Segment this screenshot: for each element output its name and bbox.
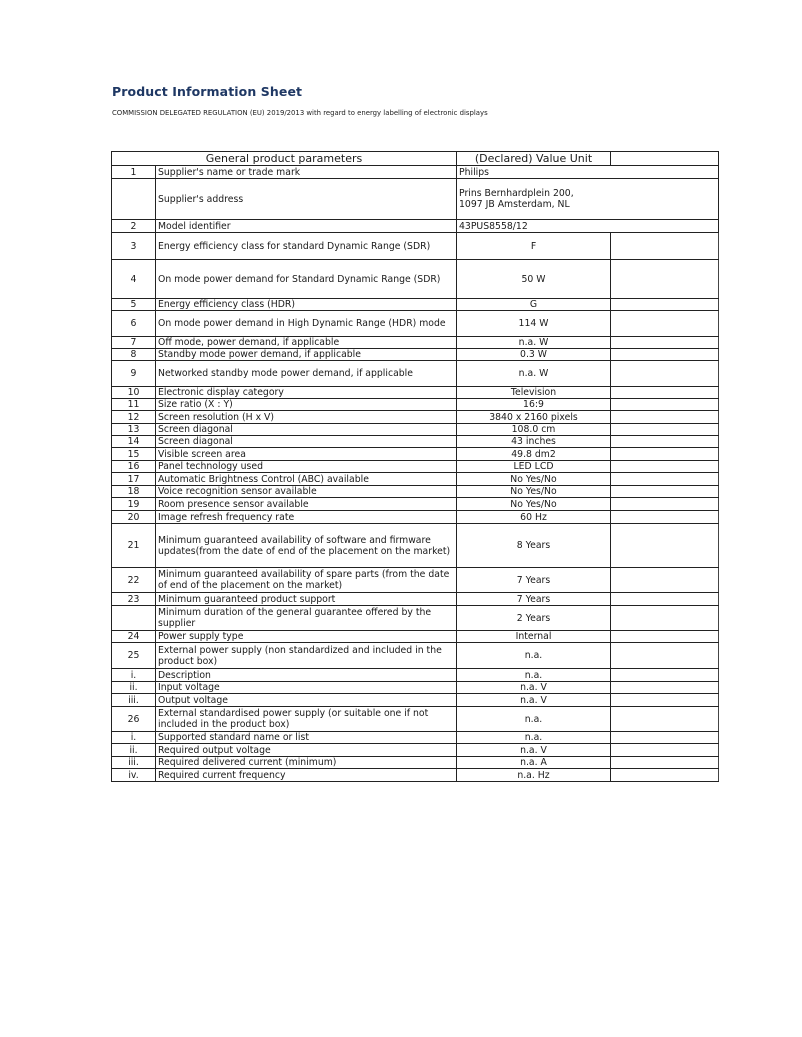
table-row: [112, 399, 719, 411]
parameter-name: Screen diagonal: [156, 436, 457, 448]
document-subtitle: COMMISSION DELEGATED REGULATION (EU) 2019/2013 with regard to energy labelling of electronic displays: [112, 109, 488, 117]
unit-cell: [611, 757, 719, 769]
row-number: 10: [112, 387, 156, 399]
table-row: [112, 511, 719, 524]
declared-value: 108.0 cm: [457, 424, 611, 436]
row-number: 9: [112, 361, 156, 387]
declared-value: Television: [457, 387, 611, 399]
unit-cell: [611, 682, 719, 694]
declared-value: n.a.: [457, 643, 611, 669]
parameter-name: Supplier's name or trade mark: [156, 166, 457, 179]
row-number: [112, 606, 156, 631]
row-number: 18: [112, 486, 156, 498]
unit-cell: [611, 643, 719, 669]
row-number: 4: [112, 260, 156, 299]
declared-value: n.a. A: [457, 757, 611, 769]
declared-value: 43PUS8558/12: [457, 220, 719, 233]
row-number: iii.: [112, 757, 156, 769]
product-parameters-table: [111, 151, 719, 782]
unit-cell: [611, 387, 719, 399]
declared-value: Philips: [457, 166, 719, 179]
table-row: [112, 337, 719, 349]
table-row: [112, 669, 719, 682]
row-number: iii.: [112, 694, 156, 707]
parameter-name: Size ratio (X : Y): [156, 399, 457, 411]
table-row: [112, 643, 719, 669]
parameter-name: Image refresh frequency rate: [156, 511, 457, 524]
unit-cell: [611, 299, 719, 311]
declared-value: 114 W: [457, 311, 611, 337]
table-row: [112, 220, 719, 233]
table-row: [112, 233, 719, 260]
declared-value: 8 Years: [457, 524, 611, 568]
table-row: [112, 498, 719, 511]
document-title: Product Information Sheet: [112, 84, 303, 99]
unit-cell: [611, 411, 719, 424]
parameter-name: Networked standby mode power demand, if applicable: [156, 361, 457, 387]
table-row: [112, 732, 719, 744]
declared-value: 2 Years: [457, 606, 611, 631]
table-row: [112, 179, 719, 220]
declared-value: n.a. V: [457, 682, 611, 694]
row-number: i.: [112, 669, 156, 682]
header-value-unit: (Declared) Value Unit: [457, 152, 611, 166]
parameter-name: Supplier's address: [156, 179, 457, 220]
table-row: [112, 769, 719, 782]
parameter-name: Energy efficiency class for standard Dynamic Range (SDR): [156, 233, 457, 260]
declared-value: n.a.: [457, 669, 611, 682]
declared-value: 16:9: [457, 399, 611, 411]
table-row: [112, 166, 719, 179]
header-parameters: General product parameters: [112, 152, 457, 166]
unit-cell: [611, 399, 719, 411]
row-number: 23: [112, 593, 156, 606]
parameter-name: Automatic Brightness Control (ABC) available: [156, 473, 457, 486]
parameter-name: Voice recognition sensor available: [156, 486, 457, 498]
parameter-name: Input voltage: [156, 682, 457, 694]
header-unit-blank: [611, 152, 719, 166]
row-number: 24: [112, 631, 156, 643]
declared-value: G: [457, 299, 611, 311]
row-number: 7: [112, 337, 156, 349]
table-row: [112, 349, 719, 361]
table-row: [112, 631, 719, 643]
unit-cell: [611, 473, 719, 486]
table-row: [112, 361, 719, 387]
unit-cell: [611, 424, 719, 436]
unit-cell: [611, 524, 719, 568]
table-row: [112, 436, 719, 448]
declared-value: n.a. W: [457, 337, 611, 349]
declared-value: No Yes/No: [457, 486, 611, 498]
declared-value: n.a. V: [457, 744, 611, 757]
row-number: 25: [112, 643, 156, 669]
parameter-name: Description: [156, 669, 457, 682]
row-number: ii.: [112, 682, 156, 694]
declared-value: 7 Years: [457, 593, 611, 606]
parameter-name: Output voltage: [156, 694, 457, 707]
row-number: 3: [112, 233, 156, 260]
row-number: 1: [112, 166, 156, 179]
table-row: [112, 486, 719, 498]
parameter-name: Required current frequency: [156, 769, 457, 782]
table-row: [112, 260, 719, 299]
parameter-name: Supported standard name or list: [156, 732, 457, 744]
row-number: i.: [112, 732, 156, 744]
parameter-name: On mode power demand in High Dynamic Range (HDR) mode: [156, 311, 457, 337]
table-row: [112, 757, 719, 769]
table-row: [112, 448, 719, 461]
unit-cell: [611, 707, 719, 732]
parameter-name: Power supply type: [156, 631, 457, 643]
unit-cell: [611, 233, 719, 260]
unit-cell: [611, 461, 719, 473]
row-number: 26: [112, 707, 156, 732]
unit-cell: [611, 606, 719, 631]
parameter-name: Minimum guaranteed product support: [156, 593, 457, 606]
table-row: [112, 299, 719, 311]
table-row: [112, 461, 719, 473]
row-number: 17: [112, 473, 156, 486]
row-number: 16: [112, 461, 156, 473]
unit-cell: [611, 593, 719, 606]
table-row: [112, 744, 719, 757]
declared-value: 49.8 dm2: [457, 448, 611, 461]
parameter-name: Panel technology used: [156, 461, 457, 473]
parameter-name: Room presence sensor available: [156, 498, 457, 511]
parameter-name: Standby mode power demand, if applicable: [156, 349, 457, 361]
declared-value: 0.3 W: [457, 349, 611, 361]
unit-cell: [611, 669, 719, 682]
parameter-name: Energy efficiency class (HDR): [156, 299, 457, 311]
declared-value: n.a.: [457, 732, 611, 744]
unit-cell: [611, 744, 719, 757]
declared-value: Internal: [457, 631, 611, 643]
unit-cell: [611, 631, 719, 643]
row-number: 11: [112, 399, 156, 411]
row-number: 12: [112, 411, 156, 424]
row-number: 20: [112, 511, 156, 524]
unit-cell: [611, 311, 719, 337]
parameter-name: Visible screen area: [156, 448, 457, 461]
declared-value: No Yes/No: [457, 473, 611, 486]
unit-cell: [611, 448, 719, 461]
unit-cell: [611, 568, 719, 593]
row-number: 5: [112, 299, 156, 311]
row-number: 15: [112, 448, 156, 461]
declared-value: Prins Bernhardplein 200, 1097 JB Amsterdam, NL: [457, 179, 719, 220]
parameter-name: Screen resolution (H x V): [156, 411, 457, 424]
row-number: 22: [112, 568, 156, 593]
declared-value: n.a. W: [457, 361, 611, 387]
declared-value: 3840 x 2160 pixels: [457, 411, 611, 424]
parameter-name: Minimum guaranteed availability of software and firmware updates(from the date of end of the placement on the market): [156, 524, 457, 568]
declared-value: n.a.: [457, 707, 611, 732]
declared-value: LED LCD: [457, 461, 611, 473]
table-row: [112, 387, 719, 399]
row-number: ii.: [112, 744, 156, 757]
unit-cell: [611, 498, 719, 511]
declared-value: 60 Hz: [457, 511, 611, 524]
row-number: 2: [112, 220, 156, 233]
parameter-name: Required output voltage: [156, 744, 457, 757]
declared-value: 7 Years: [457, 568, 611, 593]
table-row: [112, 473, 719, 486]
parameter-name: On mode power demand for Standard Dynamic Range (SDR): [156, 260, 457, 299]
table-body: [112, 166, 719, 782]
row-number: 13: [112, 424, 156, 436]
parameter-name: External standardised power supply (or suitable one if not included in the product box): [156, 707, 457, 732]
unit-cell: [611, 436, 719, 448]
table-row: [112, 593, 719, 606]
table-row: [112, 568, 719, 593]
table-header-row: [112, 152, 719, 166]
table-row: [112, 311, 719, 337]
parameter-name: Electronic display category: [156, 387, 457, 399]
row-number: 14: [112, 436, 156, 448]
declared-value: 50 W: [457, 260, 611, 299]
table-row: [112, 424, 719, 436]
unit-cell: [611, 361, 719, 387]
unit-cell: [611, 337, 719, 349]
unit-cell: [611, 694, 719, 707]
table-row: [112, 411, 719, 424]
unit-cell: [611, 511, 719, 524]
unit-cell: [611, 349, 719, 361]
parameter-name: Minimum duration of the general guarantee offered by the supplier: [156, 606, 457, 631]
parameter-name: External power supply (non standardized and included in the product box): [156, 643, 457, 669]
parameter-name: Required delivered current (minimum): [156, 757, 457, 769]
declared-value: 43 inches: [457, 436, 611, 448]
parameter-name: Screen diagonal: [156, 424, 457, 436]
declared-value: n.a. V: [457, 694, 611, 707]
unit-cell: [611, 732, 719, 744]
parameter-name: Off mode, power demand, if applicable: [156, 337, 457, 349]
unit-cell: [611, 769, 719, 782]
table-row: [112, 524, 719, 568]
row-number: 6: [112, 311, 156, 337]
row-number: [112, 179, 156, 220]
parameter-name: Model identifier: [156, 220, 457, 233]
parameter-name: Minimum guaranteed availability of spare parts (from the date of end of the placement on the market): [156, 568, 457, 593]
declared-value: n.a. Hz: [457, 769, 611, 782]
row-number: 21: [112, 524, 156, 568]
row-number: 19: [112, 498, 156, 511]
table-row: [112, 606, 719, 631]
declared-value: F: [457, 233, 611, 260]
row-number: 8: [112, 349, 156, 361]
table-row: [112, 694, 719, 707]
unit-cell: [611, 260, 719, 299]
table-row: [112, 682, 719, 694]
unit-cell: [611, 486, 719, 498]
row-number: iv.: [112, 769, 156, 782]
declared-value: No Yes/No: [457, 498, 611, 511]
table-row: [112, 707, 719, 732]
